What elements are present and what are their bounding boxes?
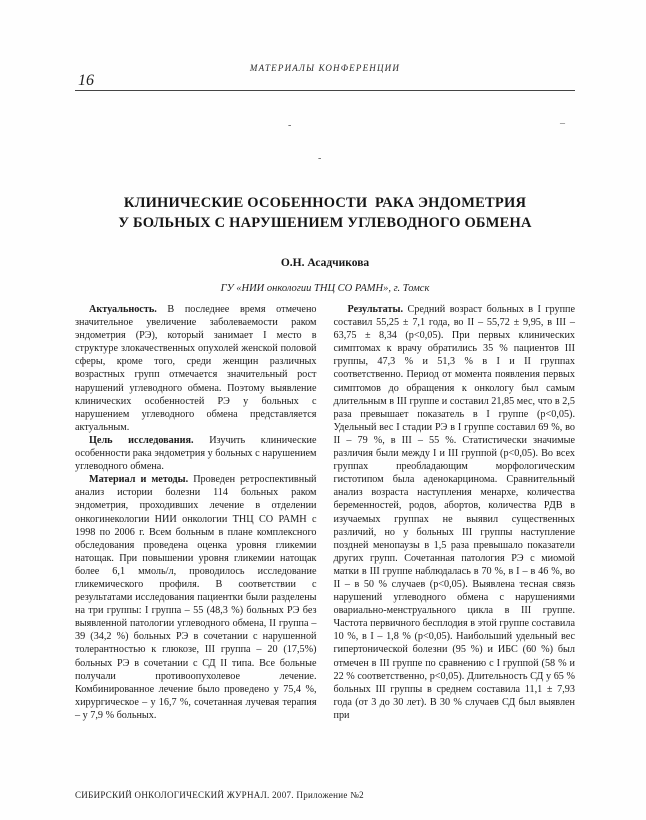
- journal-footer: СИБИРСКИЙ ОНКОЛОГИЧЕСКИЙ ЖУРНАЛ. 2007. Приложение №2: [75, 790, 364, 800]
- scan-artifact-dash: -: [318, 153, 322, 164]
- paragraph-material-metody: [75, 473, 317, 722]
- page-number: 16: [78, 72, 94, 89]
- running-head: МАТЕРИАЛЫ КОНФЕРЕНЦИИ: [249, 63, 401, 73]
- header-rule: [75, 90, 575, 91]
- paragraph-lead: Результаты.: [347, 304, 404, 315]
- article-title-line2: У БОЛЬНЫХ С НАРУШЕНИЕМ УГЛЕВОДНОГО ОБМЕНА: [118, 215, 532, 231]
- paragraph-tsel: [75, 434, 317, 473]
- paragraph-text: Проведен ретроспективный анализ истории болезни 114 больных раком эндометрия, проходивших лечение в отделении онкогинекологии НИИ онкологии ТНЦ СО РАМН с 1998 по 2006 г. Всем больным в плане комплексного обследования проведена оценка уровня гликемии натощак. При повышении уровня гликемии натощак более 6,1 ммоль/л, проводилось исследование гликемического профиля. В соответствии с результатами исследования пациентки были разделены на три группы: I группа – 55 (48,3 %) больных РЭ без выявленной патологии углеводного обмена, II группа – 39 (34,2 %) больных РЭ в сочетании с нарушенной толерантностью к глюкозе, III группа – 20 (17,5%) больных РЭ в сочетании с СД II типа. Все больные получали противоопухолевое лечение. Комбинированное лечение было проведено у 75,4 %, хирургическое – у 16,7 %, сочетанная лучевая терапия – у 7,9 % больных.: [75, 474, 317, 721]
- article-title-line1: КЛИНИЧЕСКИЕ ОСОБЕННОСТИ РАКА ЭНДОМЕТРИЯ: [123, 195, 527, 211]
- paragraph-text: В последнее время отмечено значительное увеличение заболеваемости раком эндометрия (РЭ), который занимает I место в структуре злокачественных опухолей женской половой сферы, кроме того, среди женщин различных возрастных групп отмечается значительный рост нарушений углеводного обмена. Поэтому выявление клинических особенностей РЭ у больных с нарушением углеводного обмена представляется актуальным.: [75, 304, 317, 433]
- right-column: [334, 303, 576, 722]
- article-author: О.Н. Асадчикова: [280, 257, 370, 269]
- paragraph-lead: Актуальность.: [89, 304, 157, 315]
- paragraph-lead: Цель исследования.: [89, 434, 194, 446]
- paragraph-aktualnost: [75, 303, 317, 434]
- paragraph-text: Изучить клинические особенности рака эндометрия у больных с нарушением углеводного обмена.: [75, 434, 317, 473]
- paragraph-rezultaty: [334, 303, 576, 722]
- scan-artifact-dash: -: [288, 120, 292, 131]
- paragraph-lead: Материал и методы.: [89, 474, 189, 486]
- article-affiliation: ГУ «НИИ онкологии ТНЦ СО РАМН», г. Томск: [220, 283, 430, 294]
- article-title: [75, 193, 575, 233]
- article-body: [75, 303, 575, 722]
- left-column: [75, 303, 317, 722]
- paragraph-text: Средний возраст больных в I группе составил 55,25 ± 7,1 года, во II – 55,72 ± 9,95, в III – 63,75 ± 8,34 (р<0,05). При первых клинических симптомах к врачу обратились 35 % пациентов III группы, 47,3 % и 51,3 % в I и II группах соответственно. Период от момента появления первых симптомов до обращения к онкологу был самым длительным в III группе и составил 21,85 мес, что в 2,5 раза превышает показатель в I группе (р<0,05). Удельный вес I стадии РЭ в I группе составил 69 %, во II – 79 %, в III – 55 %. Статистически значимые различия были между I и III группой (р<0,05). Во всех группах преобладающим морфологическим гистотипом была аденокарцинома. Сравнительный анализ возраста наступления менархе, количества беременностей, родов, абортов, количества РДВ в изучаемых группах не выявил существенных различий, но у больных III группы наступление поздней менопаузы в 1,5 раза превышало показатели других групп. Сочетанная патология РЭ с миомой матки в III группе наблюдалась в 70 %, в I – в 46 %, во II – в 50 % случаев (р<0,05). Выявлена тесная связь нарушений углеводного обмена с нарушениями овариально-менструального цикла в III группе. Частота первичного бесплодия в этой группе составила 10 %, в I – 1,8 % (р<0,05). Наибольший удельный вес гипертонической болезни (95 %) и ИБС (60 %) был отмечен в III группе по сравнению с I группой (58 % и 22 % соответственно, р<0,05). Длительность СД у 65 % больных III группы в среднем составила 11,1 ± 7,93 года (от 3 до 30 лет). В 30 % случаев СД был выявлен при: [333, 304, 575, 721]
- scan-artifact-dash: –: [560, 118, 565, 129]
